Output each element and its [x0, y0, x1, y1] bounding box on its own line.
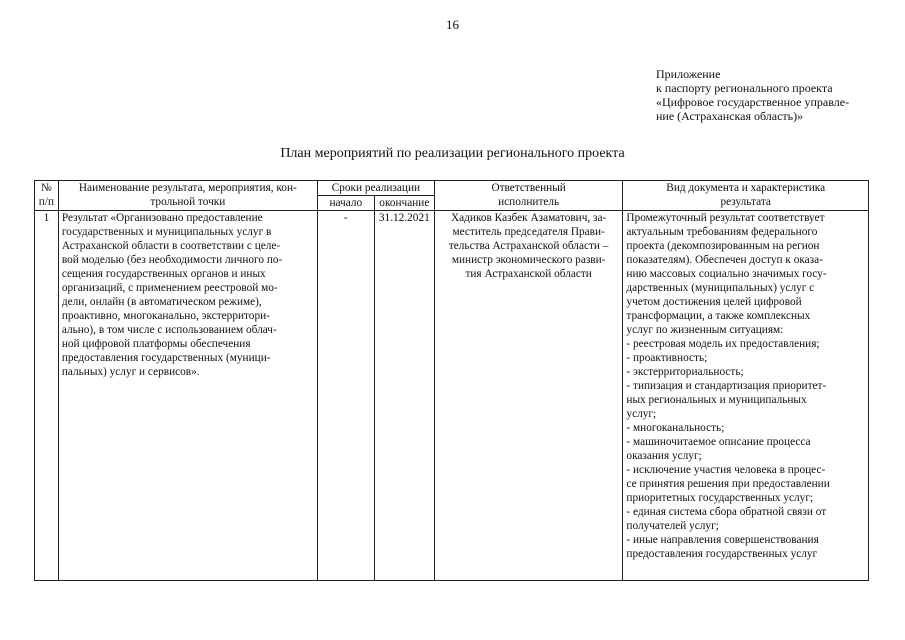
header-end: окончание — [374, 196, 434, 211]
header-name-line: Наименование результата, мероприятия, кон- — [78, 182, 297, 194]
header-number-line: п/п — [38, 196, 55, 208]
document-line: - машиночитаемое описание процесса — [626, 436, 811, 448]
result-name-line: Результат «Организовано предоставление — [61, 212, 263, 224]
document-cell — [623, 211, 869, 581]
table-row — [35, 211, 869, 581]
result-name-line: ной цифровой платформы обеспечения — [61, 338, 251, 350]
header-number-line: № — [41, 182, 52, 194]
appendix-line: ние (Астраханская область)» — [656, 109, 804, 123]
page-number: 16 — [446, 17, 459, 32]
document-line: учетом достижения целей цифровой — [626, 296, 802, 308]
document-line: - исключение участия человека в процес- — [626, 464, 826, 476]
document-line: проекта (декомпозированным на регион — [626, 240, 820, 252]
header-responsible — [434, 181, 623, 211]
start-date: - — [317, 211, 374, 581]
responsible-line: тельства Астраханской области – — [448, 240, 609, 252]
result-name-line: дели, онлайн (в автоматическом режиме), — [61, 296, 262, 308]
plan-title: План мероприятий по реализации регионального проекта — [280, 146, 625, 161]
appendix-line: к паспорту регионального проекта — [656, 81, 833, 95]
header-number — [35, 181, 59, 211]
responsible-line: меститель председателя Прави- — [452, 226, 605, 238]
responsible-line: тия Астраханской области — [465, 268, 592, 280]
result-name-line: ально), в том числе с использованием облач- — [61, 324, 277, 336]
document-line: - экстерриториальность; — [626, 366, 744, 378]
document-line: дарственных (муниципальных) услуг с — [626, 282, 815, 294]
result-name-cell — [58, 211, 317, 581]
document-line: - реестровая модель их предоставления; — [626, 338, 820, 350]
responsible-line: министр экономического разви- — [451, 254, 606, 266]
document-line: получателей услуг; — [626, 520, 719, 532]
document-line: ных региональных и муниципальных — [626, 394, 807, 406]
plan-table — [34, 180, 869, 581]
end-date: 31.12.2021 — [374, 211, 434, 581]
result-name-line: вой моделью (без необходимости личного по- — [61, 254, 283, 266]
document-line: трансформации, а также комплексных — [626, 310, 811, 322]
document-line: услуг по жизненным ситуациям: — [626, 324, 784, 336]
document-line: - типизация и стандартизация приоритет- — [626, 380, 827, 392]
header-start: начало — [317, 196, 374, 211]
document-line: - проактивность; — [626, 352, 708, 364]
row-number: 1 — [35, 211, 59, 581]
document-line: оказания услуг; — [626, 450, 702, 462]
document-line: предоставления государственных услуг — [626, 548, 818, 560]
responsible-line: Хадиков Казбек Азаматович, за- — [451, 212, 607, 224]
appendix-line: Приложение — [656, 67, 721, 81]
document-line: услуг; — [626, 408, 657, 420]
document-line: се принятия решения при предоставлении — [626, 478, 830, 490]
result-name-line: предоставления государственных (муници- — [61, 352, 271, 364]
header-name-line: трольной точки — [150, 196, 226, 208]
result-name-line: организаций, с применением реестровой мо- — [61, 282, 278, 294]
header-document-line: Вид документа и характеристика — [666, 182, 826, 194]
header-name — [58, 181, 317, 211]
document-line: нию массовых социально значимых госу- — [626, 268, 827, 280]
document-line: - иные направления совершенствования — [626, 534, 819, 546]
document-line: актуальным требованиям федерального — [626, 226, 818, 238]
responsible-cell — [434, 211, 623, 581]
result-name-line: сещения государственных органов и иных — [61, 268, 266, 280]
header-responsible-line: исполнитель — [498, 196, 560, 208]
document-line: - многоканальность; — [626, 422, 725, 434]
document-line: Промежуточный результат соответствует — [626, 212, 825, 224]
result-name-line: государственных и муниципальных услуг в — [61, 226, 272, 238]
header-document-line: результата — [720, 196, 771, 208]
header-responsible-line: Ответственный — [491, 182, 566, 194]
document-line: приоритетных государственных услуг; — [626, 492, 814, 504]
header-document — [623, 181, 869, 211]
appendix-note — [656, 67, 896, 123]
document-line: показателям). Обеспечен доступ к оказа- — [626, 254, 823, 266]
document-line: - единая система сбора обратной связи от — [626, 506, 827, 518]
header-period: Сроки реализации — [317, 181, 434, 196]
result-name-line: Астраханской области в соответствии с целе- — [61, 240, 281, 252]
appendix-line: «Цифровое государственное управле- — [656, 95, 850, 109]
result-name-line: проактивно, многоканально, экстерритори- — [61, 310, 270, 322]
result-name-line: пальных) услуг и сервисов». — [61, 366, 200, 378]
